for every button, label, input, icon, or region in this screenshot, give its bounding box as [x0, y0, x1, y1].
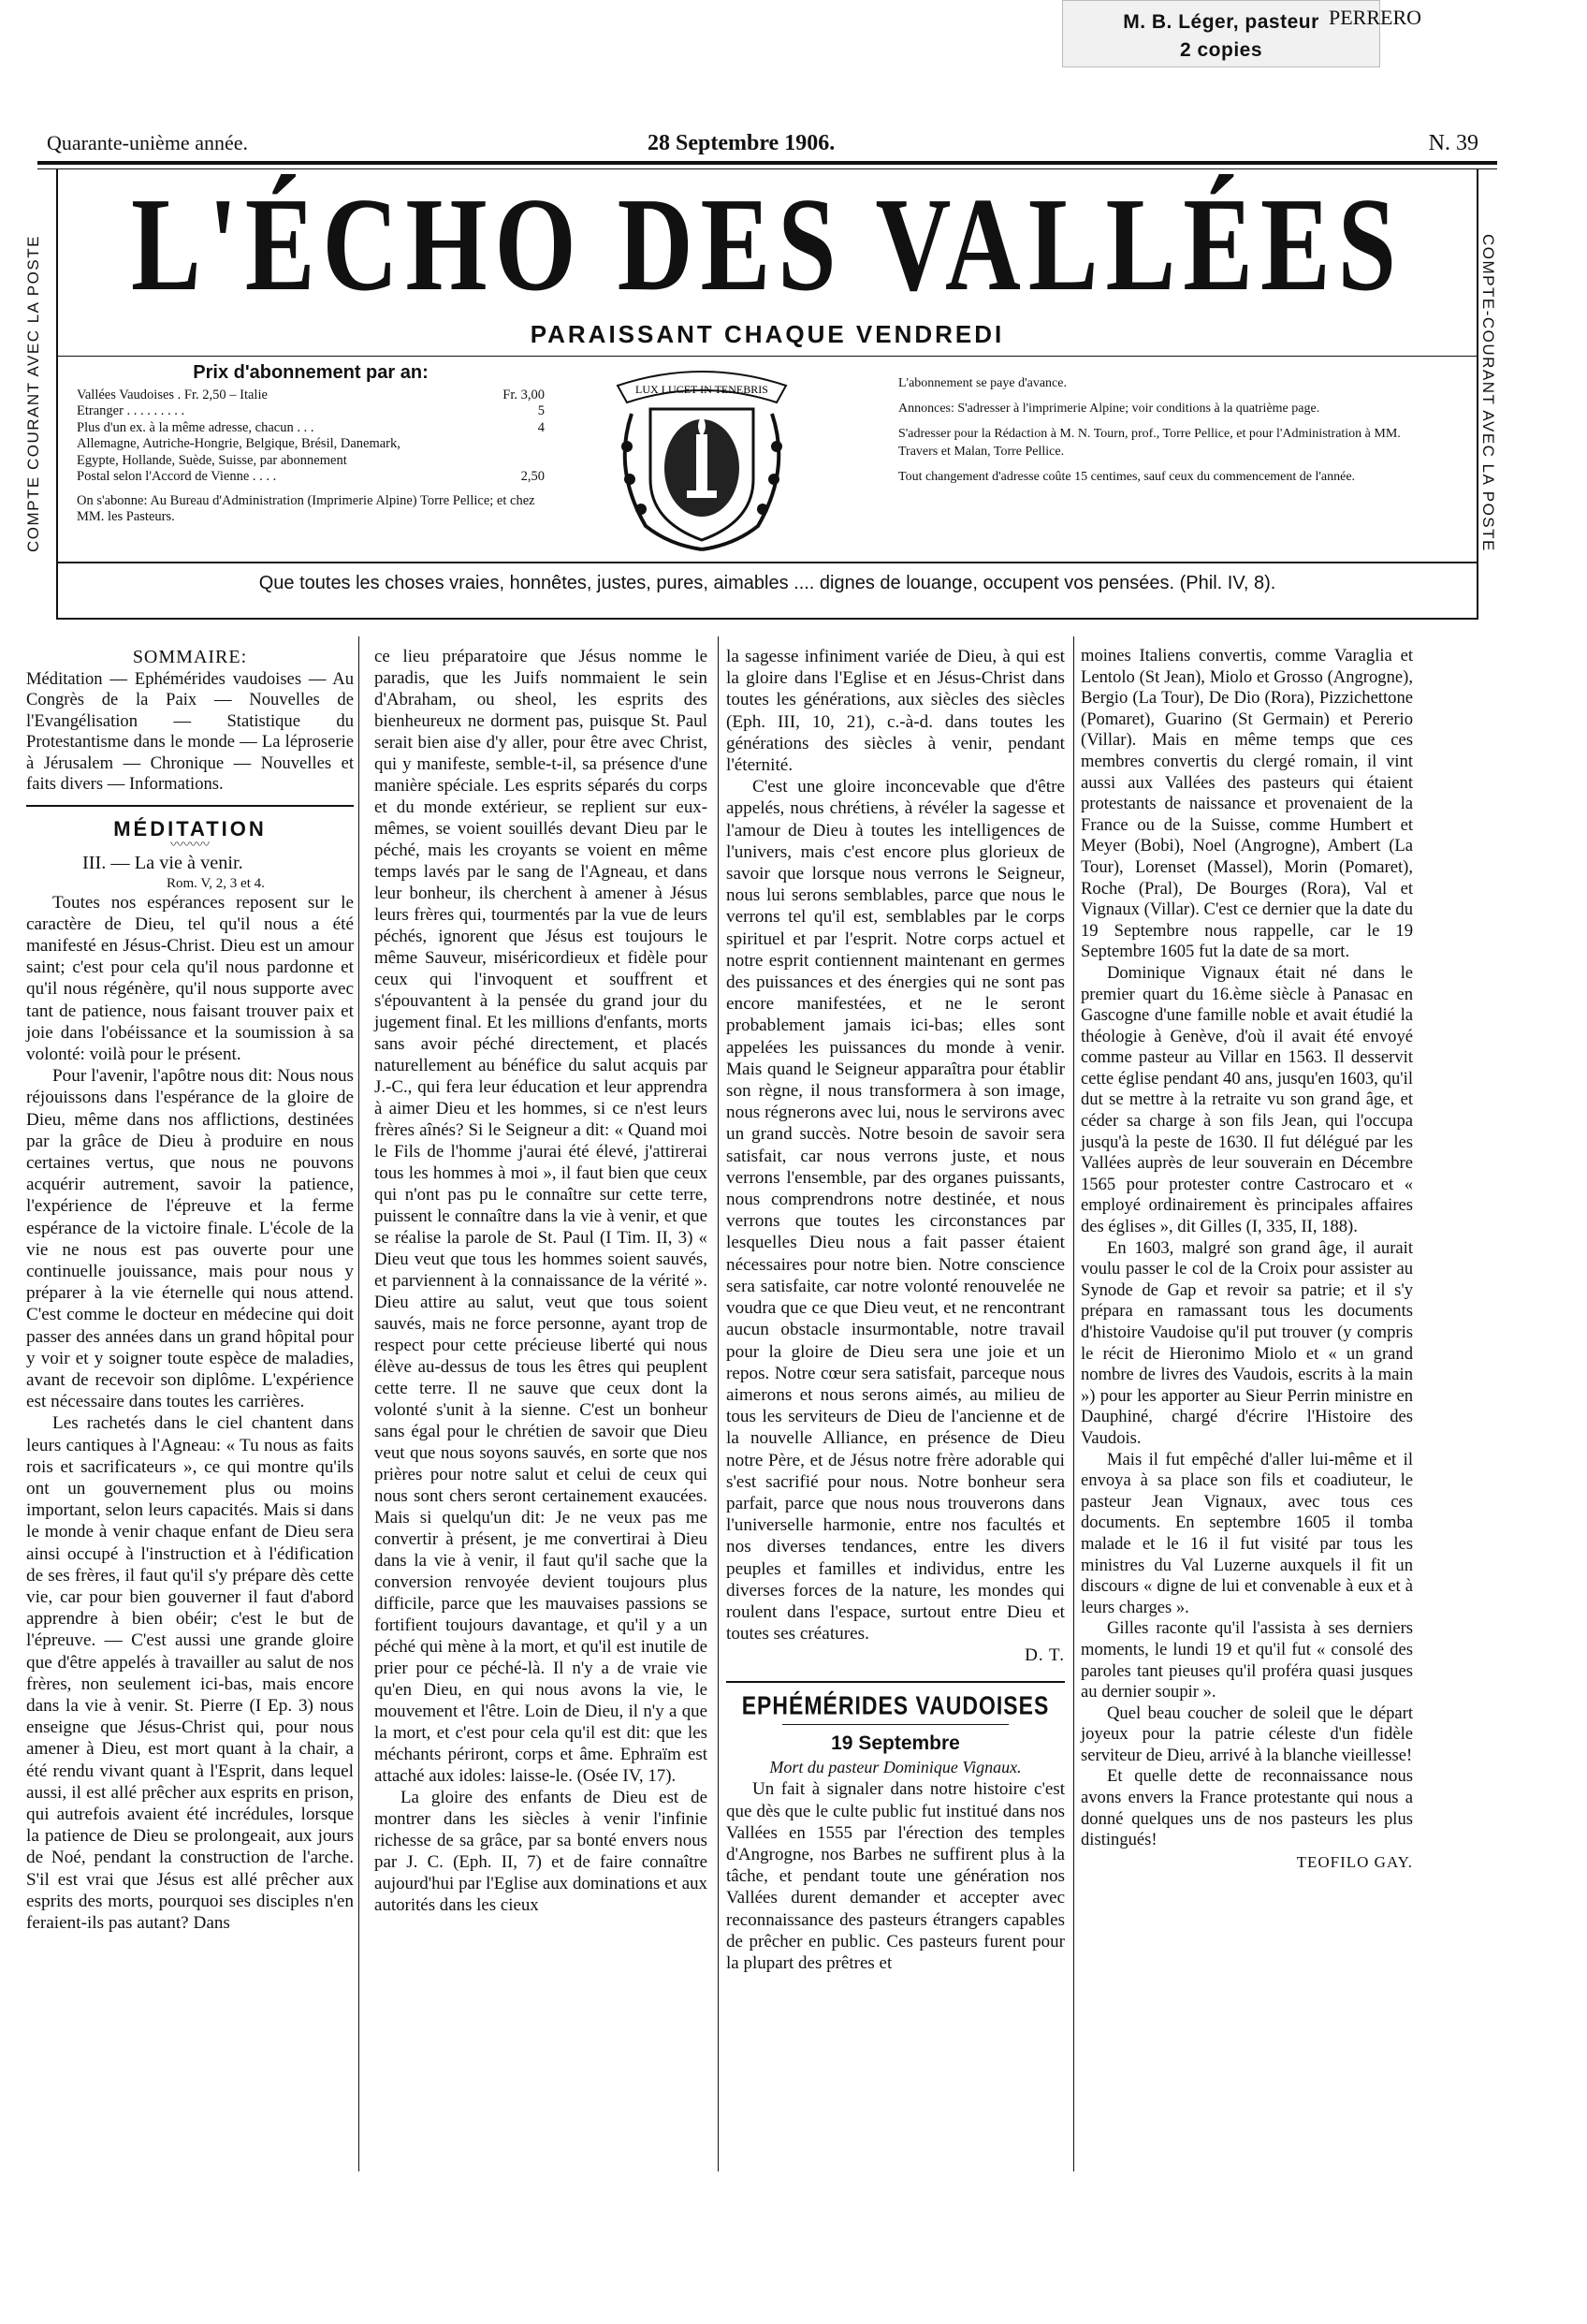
subscription-row	[77, 420, 545, 437]
subscription-row-label: Egypte, Hollande, Suède, Suisse, par abonnement	[77, 452, 347, 468]
column-divider	[1073, 636, 1074, 2171]
info-annonces: Annonces: S'adresser à l'imprimerie Alpine; voir conditions à la quatrième page.	[898, 402, 1320, 416]
subscription-row-price: 5	[537, 403, 545, 418]
subscription-row-price: Fr. 3,00	[502, 387, 545, 402]
meditation-ref: Rom. V, 2, 3 et 4.	[167, 875, 265, 891]
subscription-row-label: Plus d'un ex. à la même adresse, chacun . . .	[77, 419, 314, 435]
paragraph: Et quelle dette de reconnaissance nous avons envers la France protestante qui nous a donné quelques uns de nos pasteurs les plus distingués!	[1081, 1766, 1413, 1850]
subscription-heading: Prix d'abonnement par an:	[193, 362, 429, 383]
subscription-row	[77, 469, 545, 486]
paragraph: La gloire des enfants de Dieu est de montrer dans les siècles à venir l'infinie richesse de sa grâce, par sa bonté envers nous par J. C. (Eph. II, 7) et de faire connaître aujourd'hui par l'Eglise aux dominations et aux autorités dans les cieux	[374, 1788, 707, 1915]
masthead-top-rule	[37, 161, 1497, 165]
meditation-subtitle: III. — La vie à venir.	[82, 853, 243, 873]
meditation-col3	[726, 646, 1065, 1644]
issue-date: 28 Septembre 1906.	[648, 131, 836, 155]
subscription-row-label: Allemagne, Autriche-Hongrie, Belgique, Brésil, Danemark,	[77, 436, 400, 451]
ornament-icon: 〰〰〰	[170, 839, 210, 853]
section-rule	[726, 1681, 1065, 1683]
emblem-motto: LUX LUCET IN TENEBRIS	[635, 383, 768, 396]
meditation-signature: D. T.	[1025, 1645, 1065, 1666]
ephemerides-date: 19 Septembre	[831, 1732, 960, 1755]
paragraph: la sagesse infiniment variée de Dieu, à qui est la gloire dans l'Eglise et en Jésus-Christ dans toutes les générations, aux siècles des siècles (Eph. III, 10, 21), c.-à-d. dans toutes les générations des siècles à venir, pendant l'éternité.	[726, 647, 1065, 776]
year-label: Quarante-unième année.	[47, 131, 248, 154]
paragraph: Pour l'avenir, l'apôtre nous dit: Nous nous réjouissons dans l'espérance de la gloire de Dieu, même dans nos afflictions, destinées par la grâce de Dieu à produire en nous certaines vertus, que nous ne pouvons acquérir autrement, savoir la patience, l'expérience de l'épreuve et la ferme espérance de la victoire finale. L'école de la vie ne nous est pas ouverte pour une continuelle jouissance, mais pour nous y préparer à la vie éternelle qui nous attend. C'est comme le docteur en médecine qui doit passer des années dans un grand hôpital pour y voir et y soigner toute espèce de maladies, avant de recevoir son diplôme. L'expérience est nécessaire dans toutes les carrières.	[26, 1066, 354, 1412]
sommaire-rule	[26, 805, 354, 807]
ephemerides-underline	[782, 1724, 1009, 1725]
paragraph: C'est une gloire inconcevable que d'être appelés, nous chrétiens, à révéler la sagesse et l'amour de Dieu à toutes les intelligences de l'univers, mais c'est encore plus glorieux de savoir que lorsque nous verrons le Seigneur, nous lui serons semblables, parce que nous le verrons tel qu'il est, semblables par le corps spirituel et par l'esprit. Notre corps actuel et notre esprit contiennent maintenant en germes des puissances et des énergies qui ne sont pas encore manifestées, et ne le seront probablement jamais ici-bas; elles sont appelées les puissances du monde à venir. Mais quand le Seigneur apparaîtra pour établir son règne, il nous transformera à son image, nous régnerons avec lui, nous le servirons avec un grand succès. Notre besoin de savoir sera satisfait, car nous verrons juste, et nous verrons l'ensemble, par des organes puissants, nous comprendrons notre destinée, et nous verrons que toutes les circonstances par lesquelles Dieu nous a fait passer étaient nécessaires pour notre bien. Notre conscience sera satisfaite, car notre volonté renouvelée ne voudra que ce que Dieu veut, et ne rencontrant aucun obstacle insurmontable, notre travail pour la gloire de Dieu sera une joie et un repos. Notre cœur sera satisfait, parceque nous aimerons et nous serons aimés, au milieu de tous les serviteurs de Dieu de l'ancienne et de la nouvelle Alliance, en présence de Dieu notre Père, et de Jésus notre frère adorable qui s'est sacrifié pour nous. Notre bonheur sera parfait, parce que nous nous trouverons dans l'universelle harmonie, entre nos facultés et nos diverses tendances, entre les divers peuples et familles et individus, entre les diverses forces de la nature, les mondes qui roulent dans l'espace, surtout entre Dieu et toutes ses créatures.	[726, 777, 1065, 1644]
candlestick-emblem-icon	[599, 358, 805, 559]
column-4	[1081, 646, 1413, 1874]
column-2	[374, 646, 707, 1916]
sommaire-text: Méditation — Ephémérides vaudoises — Au Congrès de la Paix — Nouvelles de l'Evangélisation — Statistique du Protestantisme dans le monde — La léproserie à Jérusalem — Chronique — Nouvelles et faits divers — Informations.	[26, 668, 354, 794]
sommaire-title: SOMMAIRE:	[132, 647, 248, 667]
subscription-row	[77, 403, 545, 420]
subscription-note: On s'abonne: Au Bureau d'Administration (Imprimerie Alpine) Torre Pellice; et chez MM. les Pasteurs.	[77, 492, 535, 524]
paragraph: Gilles raconte qu'il l'assista à ses derniers moments, le lundi 19 et qu'il fut « consolé des paroles tant pieuses qu'il proféra quasi jusques au dernier soupir ».	[1081, 1618, 1413, 1703]
subscription-row	[77, 436, 545, 453]
subscription-row-price: 4	[537, 419, 545, 435]
column-1	[26, 646, 354, 1934]
side-text-right: COMPTE-COURANT AVEC LA POSTE	[1479, 234, 1497, 552]
subscription-row-label: Etranger . . . . . . . . .	[77, 403, 185, 418]
paragraph: moines Italiens convertis, comme Varaglia et Lentolo (St Jean), Miolo et Grosso (Angrogne), Bergio (La Tour), De Dio (Rora), Pizzichettone (Pomaret), Guarino (St Germain) et Pererio (Villar). Mais en même temps que ces membres convertis du clergé romain, il vint aussi aux Vallées des pasteurs qui étaient protestants de naissance et provenaient de la France ou de la Suisse, comme Humbert et Meyer (Bobi), Noel (Angrogne), Ambert (La Tour), Lorenset (Massel), Morin (Pomaret), Roche (Pral), De Bourges (Rora), Val et Vignaux (Villar). C'est ce dernier que la date du 19 Septembre nous rappelle, car le 19 Septembre 1605 fut la date de sa mort.	[1081, 646, 1413, 962]
column-divider	[358, 636, 359, 2171]
subscription-row	[77, 387, 545, 404]
meditation-col1	[26, 892, 354, 1935]
side-text-left: COMPTE COURANT AVEC LA POSTE	[24, 235, 42, 552]
motto-line: Que toutes les choses vraies, honnêtes, justes, pures, aimables .... dignes de louange, occupent vos pensées. (Phil. IV, 8).	[258, 573, 1276, 593]
paragraph: Toutes nos espérances reposent sur le caractère de Dieu, tel qu'il nous a été manifesté en Jésus-Christ. Dieu est un amour saint; c'est pour cela qu'il nous pardonne et qu'il nous régénère, qu'il nous supporte avec tant de patience, nous faisant trouver paix et joie dans l'obéissance et la soumission à sa volonté: voilà pour le présent.	[26, 892, 354, 1064]
paragraph: Dominique Vignaux était né dans le premier quart du 16.ème siècle à Panasac en Gascogne d'une famille noble et avait étudié la théologie à Genève, d'où il avait été envoyé comme pasteur au Villar en 1563. Il desservit cette église pendant 40 ans, jusqu'en 1603, qu'il dut se mettre à la retraite vu son grand âge, et céder sa charge à son fils Jean, qui l'occupa jusqu'à la peste de 1630. Il fut délégué par les Vallées auprès de leur souverain en Décembre 1565 pour protester contre Castrocaro et « employé ordinairement ès principales affaires des églises », dit Gilles (I, 335, II, 188).	[1081, 962, 1413, 1237]
masthead-mid-rule	[56, 356, 1478, 357]
ephemerides-subtitle: Mort du pasteur Dominique Vignaux.	[769, 1757, 1022, 1776]
subscription-row-price: 2,50	[520, 469, 545, 484]
paragraph: ce lieu préparatoire que Jésus nomme le paradis, que les Juifs nommaient le sein d'Abraham, ou sheol, les esprits des bienheureux ne dorment pas, puisque St. Paul serait bien aise d'y aller, pour être avec Christ, qui y manifeste, semble-t-il, sa présence d'une manière spéciale. Les esprits séparés du corps et du monde extérieur, se replient sur eux-mêmes, se voient souillés devant Dieu par le péché, mais les croyants se voient en même temps lavés par le sang de l'Agneau, et dans leur bonheur, ils cherchent à amener à Jésus leurs frères qui, tourmentés par la vue de leurs péchés, ignorent que Jésus est toujours le même Sauveur, miséricordieux et fidèle pour ceux qui l'invoquent et souffrent et s'épouvantent à la pensée du grand jour du jugement final. Et les millions d'enfants, morts sans avoir péché directement, et placés naturellement au bénéfice du salut acquis par J.-C., qui fera leur éducation et leur apprendra à aimer Dieu et les hommes, si ce n'est leurs frères aînés? Si le Seigneur a dit: « Quand moi le Fils de l'homme j'aurai été élevé, j'attirerai tous les hommes à moi », il faut bien que ceux qui n'ont pas pu le connaître sur cette terre, puissent le connaître dans la vie à venir, et que se réalise la parole de St. Paul (I Tim. II, 3) « Dieu veut que tous les hommes soient sauvés, et parviennent à la connaissance de la vérité ». Dieu attire au salut, veut que tous soient sauvés, mais ne force personne, ayant trop de respect pour cette précieuse liberté qui nous élève au-dessus de tous les êtres qui peuplent cette terre. Il ne sauve que ceux dont la volonté s'unit à la sienne. C'est un bonheur sans égal pour le chrétien de savoir que Dieu veut que nous soyons sauvés, en sorte que nos prières pour notre salut et celui de ceux qui nous sont chers seront certainement exaucées. Mais si quelqu'un dit: Je ne veux pas me convertir à présent, je me convertirai à Dieu dans la vie à venir, il faut qu'il sache que la conversion renvoyée devient toujours plus difficile, parce que les mauvaises passions se fortifient toujours davantage, et qu'il y a un péché qui mène à la mort, et qu'il est inutile de prier pour ce péché-là. Il n'y a de vraie vie qu'en Dieu, en qui nous avons la vie, le mouvement et l'être. Loin de Dieu, il n'y a que la mort, et c'est pour cela qu'il est dit: que les méchants périront, corps et âme. Ephraïm est attaché aux idoles: laisse-le. (Osée IV, 17).	[374, 647, 707, 1786]
newspaper-subtitle: PARAISSANT CHAQUE VENDREDI	[530, 320, 1005, 348]
subscription-row	[77, 453, 545, 470]
paragraph: Quel beau coucher de soleil que le départ joyeux pour la patrie céleste d'un fidèle serviteur de Dieu, arrivé à la blanche vieillesse!	[1081, 1703, 1413, 1765]
subscription-rows	[77, 387, 545, 486]
ephemerides-title: EPHÉMÉRIDES VAUDOISES	[741, 1690, 1050, 1720]
newspaper-title: L'ÉCHO DES VALLÉES	[131, 170, 1404, 320]
masthead-top-rule-thin	[37, 168, 1497, 169]
masthead-lower-rule	[56, 562, 1478, 563]
paragraph: Un fait à signaler dans notre histoire c'est que dès que le culte public fut institué dans nos Vallées en 1555 par l'érection des temples d'Angrogne, nos Barbes ne suffirent plus à la tâche, et pendant toute une génération nos Vallées durent demander et accepter avec reconnaissance des pasteurs étrangers capables de prêcher en public. Ces pasteurs furent pour la plupart des prêtres et	[726, 1779, 1065, 1973]
subscription-box	[77, 362, 545, 526]
meditation-col2	[374, 646, 707, 1916]
paragraph: Les rachetés dans le ciel chantent dans leurs cantiques à l'Agneau: « Tu nous as faits rois et sacrificateurs », ce qui montre qu'ils ont un gouvernement plus ou moins important, selon leurs capacités. Mais si dans le monde à venir chaque enfant de Dieu sera ainsi occupé à l'instruction et à l'édification de ses frères, il faut qu'il s'y prépare dès cette vie, car pour bien gouverner il faut d'abord apprendre à bien obéir; c'est le but de l'épreuve. — C'est aussi une grande gloire que d'être appelés à travailler au salut de nos frères, non seulement ici-bas, mais encore dans la vie à venir. St. Pierre (I Ep. 3) nous enseigne que Jésus-Christ qui, pour nous amener à Dieu, est mort quant à la chair, a été rendu vivant quant à l'Esprit, dans lequel aussi, il est allé prêcher aux esprits en prison, qui autrefois avaient été incrédules, lorsque la patience de Dieu se prolongeait, aux jours de Noé, pendant la construction de l'arche. S'il est vrai que Jésus est allé prêcher aux esprits des morts, pourquoi ses disciples n'en feraient-ils pas autant? Dans	[26, 1413, 354, 1934]
issue-number: N. 39	[1428, 131, 1478, 155]
stamp-line-1: M. B. Léger, pasteur	[1123, 11, 1319, 33]
ephemerides-signature: TEOFILO GAY.	[1296, 1852, 1413, 1871]
meditation-title: MÉDITATION	[113, 816, 267, 840]
paragraph: Mais il fut empêché d'aller lui-même et il envoya à sa place son fils et coadiuteur, le pasteur Jean Vignaux, avec tous ces documents. En septembre 1605 il tomba malade et le 16 il fut visité par tous les ministres du Val Luzerne auxquels il fit un discours « digne de lui et convenable à eux et à leurs charges ».	[1081, 1449, 1413, 1617]
ephemerides-col4	[1081, 646, 1413, 1851]
subscription-row-label: Postal selon l'Accord de Vienne . . . .	[77, 469, 277, 484]
info-box	[898, 374, 1404, 493]
ephemerides-col3	[726, 1778, 1065, 1974]
info-address-change: Tout changement d'adresse coûte 15 centimes, sauf ceux du commencement de l'année.	[898, 470, 1356, 484]
info-redaction: S'adresser pour la Rédaction à M. N. Tourn, prof., Torre Pellice, et pour l'Administration à MM. Travers et Malan, Torre Pellice.	[898, 427, 1401, 459]
subscription-row-label: Vallées Vaudoises . Fr. 2,50 – Italie	[77, 387, 268, 402]
emblem	[599, 358, 805, 559]
corner-label: PERRERO	[1329, 6, 1422, 29]
info-advance: L'abonnement se paye d'avance.	[898, 376, 1067, 390]
stamp-line-2: 2 copies	[1179, 39, 1263, 61]
paragraph: En 1603, malgré son grand âge, il aurait voulu passer le col de la Croix pour assister au Synode de Gap et revoir sa patrie; et il s'y prépara en ramassant tous les documents d'histoire Vaudoise qu'il put trouver (y compris le récit de Hieronimo Miolo et « un grand nombre de livres des Vaudois, escrits à la main ») pour les apporter au Sieur Perrin ministre en Dauphiné, chargé d'écrire l'Histoire des Vaudois.	[1081, 1237, 1413, 1448]
column-3	[726, 646, 1065, 1974]
column-divider	[718, 636, 719, 2171]
masthead-bottom-rule	[56, 618, 1478, 620]
